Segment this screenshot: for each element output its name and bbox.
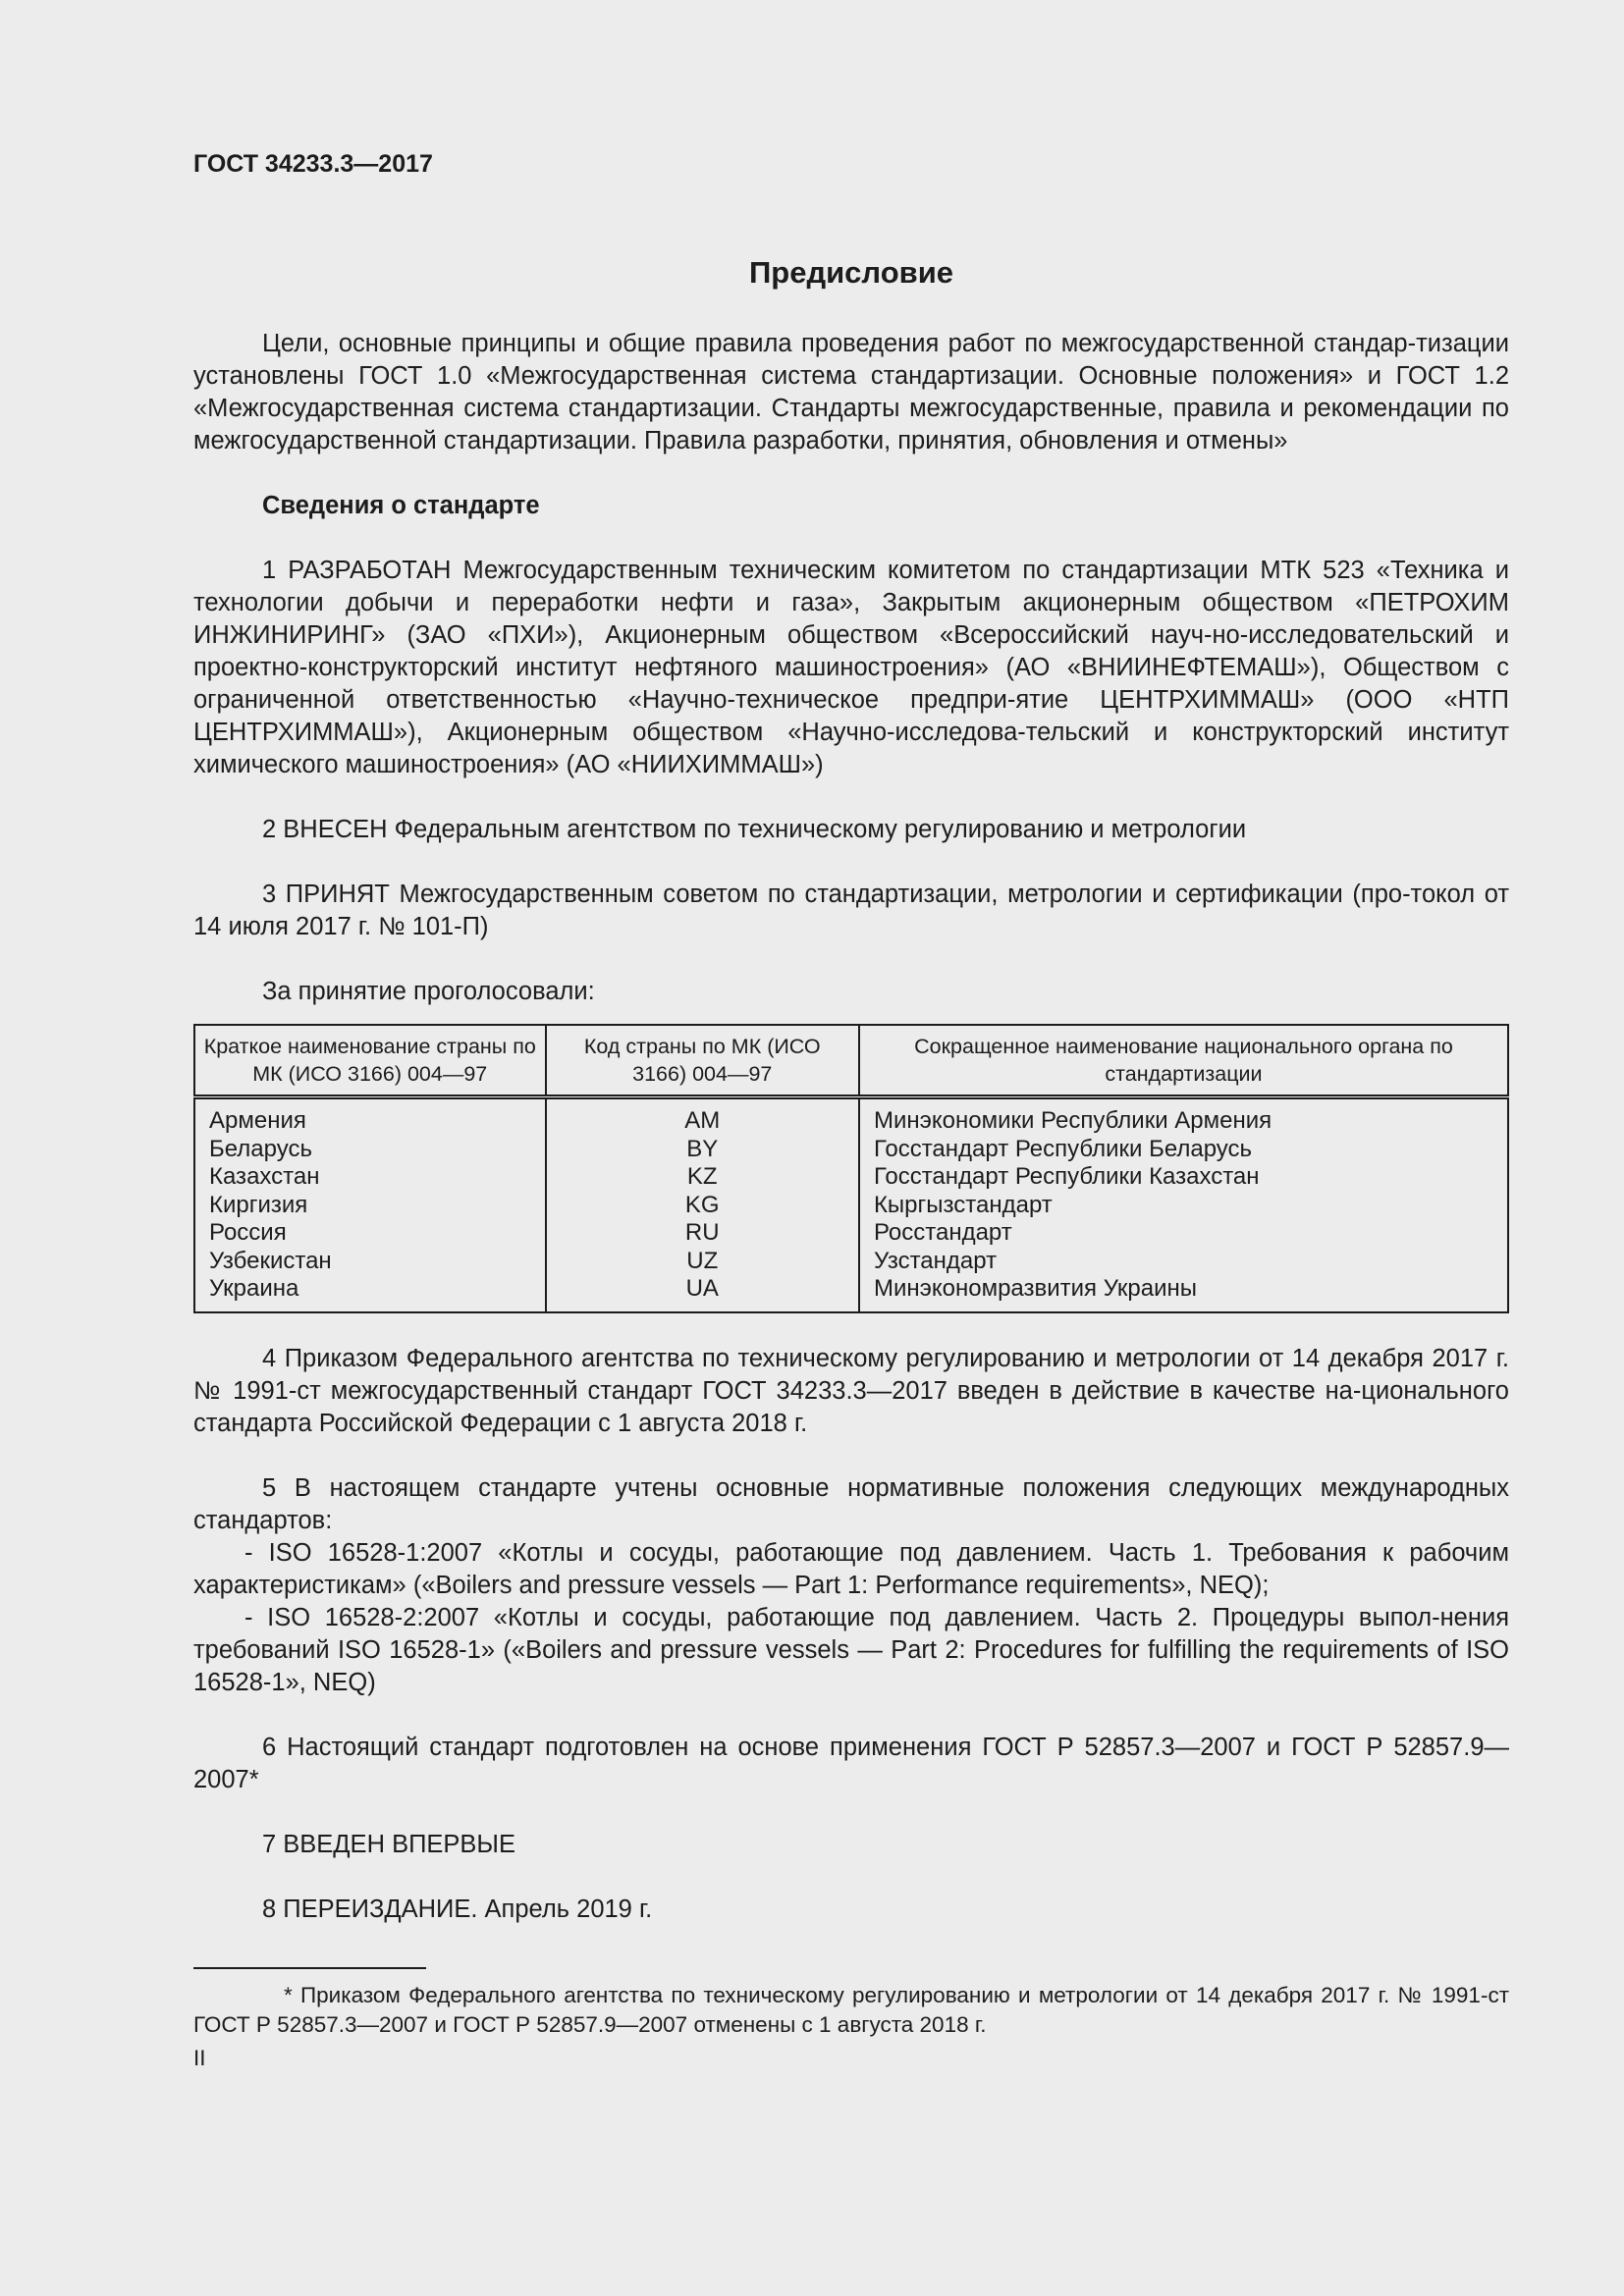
table-cell-country: Россия bbox=[209, 1219, 287, 1246]
table-cell-code: UA bbox=[546, 1275, 859, 1312]
table-row bbox=[194, 1248, 1508, 1276]
item-2-paragraph: 2 ВНЕСЕН Федеральным агентством по техническому регулированию и метрологии bbox=[262, 816, 1247, 843]
table-header-country: Краткое наименование страны по МК (ИСО 3166) 004—97 bbox=[194, 1025, 546, 1097]
table-cell-code: KZ bbox=[546, 1163, 859, 1192]
item-5-dash-2: - ISO 16528-2:2007 «Котлы и сосуды, работающие под давлением. Часть 2. Процедуры выпол-нения требований ISO 16528-1» («Boilers and pressure vessels — Part 2: Procedures for fulfilling the requirements of ISO 16528-1», NEQ) bbox=[193, 1603, 1509, 1696]
table-header-body: Сокращенное наименование национального органа по стандартизации bbox=[859, 1025, 1508, 1097]
table-cell-country: Узбекистан bbox=[209, 1247, 332, 1274]
page-content bbox=[193, 147, 1509, 2073]
table-row bbox=[194, 1163, 1508, 1192]
table-row bbox=[194, 1136, 1508, 1164]
item-8-paragraph: 8 ПЕРЕИЗДАНИЕ. Апрель 2019 г. bbox=[262, 1895, 653, 1923]
voting-table bbox=[193, 1024, 1509, 1313]
page-number: II bbox=[193, 2045, 206, 2070]
table-cell-code: AM bbox=[546, 1097, 859, 1136]
table-row bbox=[194, 1192, 1508, 1220]
table-header-row bbox=[194, 1025, 1508, 1097]
table-cell-country: Украина bbox=[209, 1275, 299, 1302]
table-cell-body: Минэкономразвития Украины bbox=[859, 1275, 1508, 1312]
table-cell-code: KG bbox=[546, 1192, 859, 1220]
item-3-paragraph: 3 ПРИНЯТ Межгосударственным советом по стандартизации, метрологии и сертификации (про-токол от 14 июля 2017 г. № 101-П) bbox=[193, 881, 1509, 940]
item-5-paragraph: 5 В настоящем стандарте учтены основные нормативные положения следующих международных стандартов: bbox=[193, 1473, 1509, 1534]
section-heading: Сведения о стандарте bbox=[262, 492, 540, 519]
voted-label: За принятие проголосовали: bbox=[262, 978, 595, 1005]
table-cell-body: Росстандарт bbox=[859, 1219, 1508, 1248]
item-7-paragraph: 7 ВВЕДЕН ВПЕРВЫЕ bbox=[262, 1830, 516, 1858]
table-cell-body: Госстандарт Республики Казахстан bbox=[859, 1163, 1508, 1192]
table-cell-country: Беларусь bbox=[209, 1135, 312, 1162]
doc-header: ГОСТ 34233.3—2017 bbox=[193, 150, 433, 178]
table-cell-code: RU bbox=[546, 1219, 859, 1248]
table-row bbox=[194, 1219, 1508, 1248]
table-cell-body: Госстандарт Республики Беларусь bbox=[859, 1136, 1508, 1164]
table-cell-country: Киргизия bbox=[209, 1191, 308, 1218]
footnote: * Приказом Федерального агентства по техническому регулированию и метрологии от 14 декабря 2017 г. № 1991-ст ГОСТ Р 52857.3—2007 и ГОСТ Р 52857.9—2007 отменены с 1 августа 2018 г. bbox=[193, 1982, 1509, 2037]
table-cell-body: Узстандарт bbox=[859, 1248, 1508, 1276]
table-cell-country: Армения bbox=[209, 1107, 306, 1134]
table-cell-body: Минэкономики Республики Армения bbox=[859, 1097, 1508, 1136]
item-6-paragraph: 6 Настоящий стандарт подготовлен на основе применения ГОСТ Р 52857.3—2007 и ГОСТ Р 52857.9—2007* bbox=[193, 1733, 1509, 1793]
intro-paragraph: Цели, основные принципы и общие правила проведения работ по межгосударственной стандар-тизации установлены ГОСТ 1.0 «Межгосударственная система стандартизации. Основные положения» и ГОСТ 1.2 «Межгосударственная система стандартизации. Стандарты межгосударственные, правила и рекомендации по межгосударственной стандартизации. Правила разработки, принятия, обновления и отмены» bbox=[193, 330, 1509, 454]
page-title: Предисловие bbox=[748, 255, 953, 290]
table-cell-country: Казахстан bbox=[209, 1163, 320, 1190]
item-5-dash-1: - ISO 16528-1:2007 «Котлы и сосуды, работающие под давлением. Часть 1. Требования к рабочим характеристикам» («Boilers and pressure vessels — Part 1: Performance requirements», NEQ); bbox=[193, 1538, 1509, 1599]
table-cell-code: BY bbox=[546, 1136, 859, 1164]
item-1-paragraph: 1 РАЗРАБОТАН Межгосударственным техническим комитетом по стандартизации МТК 523 «Техника и технологии добычи и переработки нефти и газа», Закрытым акционерным обществом «ПЕТРОХИМ ИНЖИНИРИНГ» (ЗАО «ПХИ»), Акционерным обществом «Всероссийский науч-но-исследовательский и проектно-конструкторский институт нефтяного машиностроения» (АО «ВНИИНЕФТЕМАШ»), Обществом с ограниченной ответственностью «Научно-техническое предпри-ятие ЦЕНТРХИММАШ» (ООО «НТП ЦЕНТРХИММАШ»), Акционерным обществом «Научно-исследова-тельский и конструкторский институт химического машиностроения» (АО «НИИХИММАШ») bbox=[193, 557, 1509, 778]
footnote-divider bbox=[193, 1967, 426, 1969]
table-header-code: Код страны по МК (ИСО 3166) 004—97 bbox=[546, 1025, 859, 1097]
table-row bbox=[194, 1275, 1508, 1312]
table-row bbox=[194, 1097, 1508, 1136]
table-cell-code: UZ bbox=[546, 1248, 859, 1276]
table-cell-body: Кыргызстандарт bbox=[859, 1192, 1508, 1220]
item-4-paragraph: 4 Приказом Федерального агентства по техническому регулированию и метрологии от 14 декабря 2017 г. № 1991-ст межгосударственный стандарт ГОСТ 34233.3—2017 введен в действие в качестве на-ционального стандарта Российской Федерации с 1 августа 2018 г. bbox=[193, 1344, 1509, 1437]
